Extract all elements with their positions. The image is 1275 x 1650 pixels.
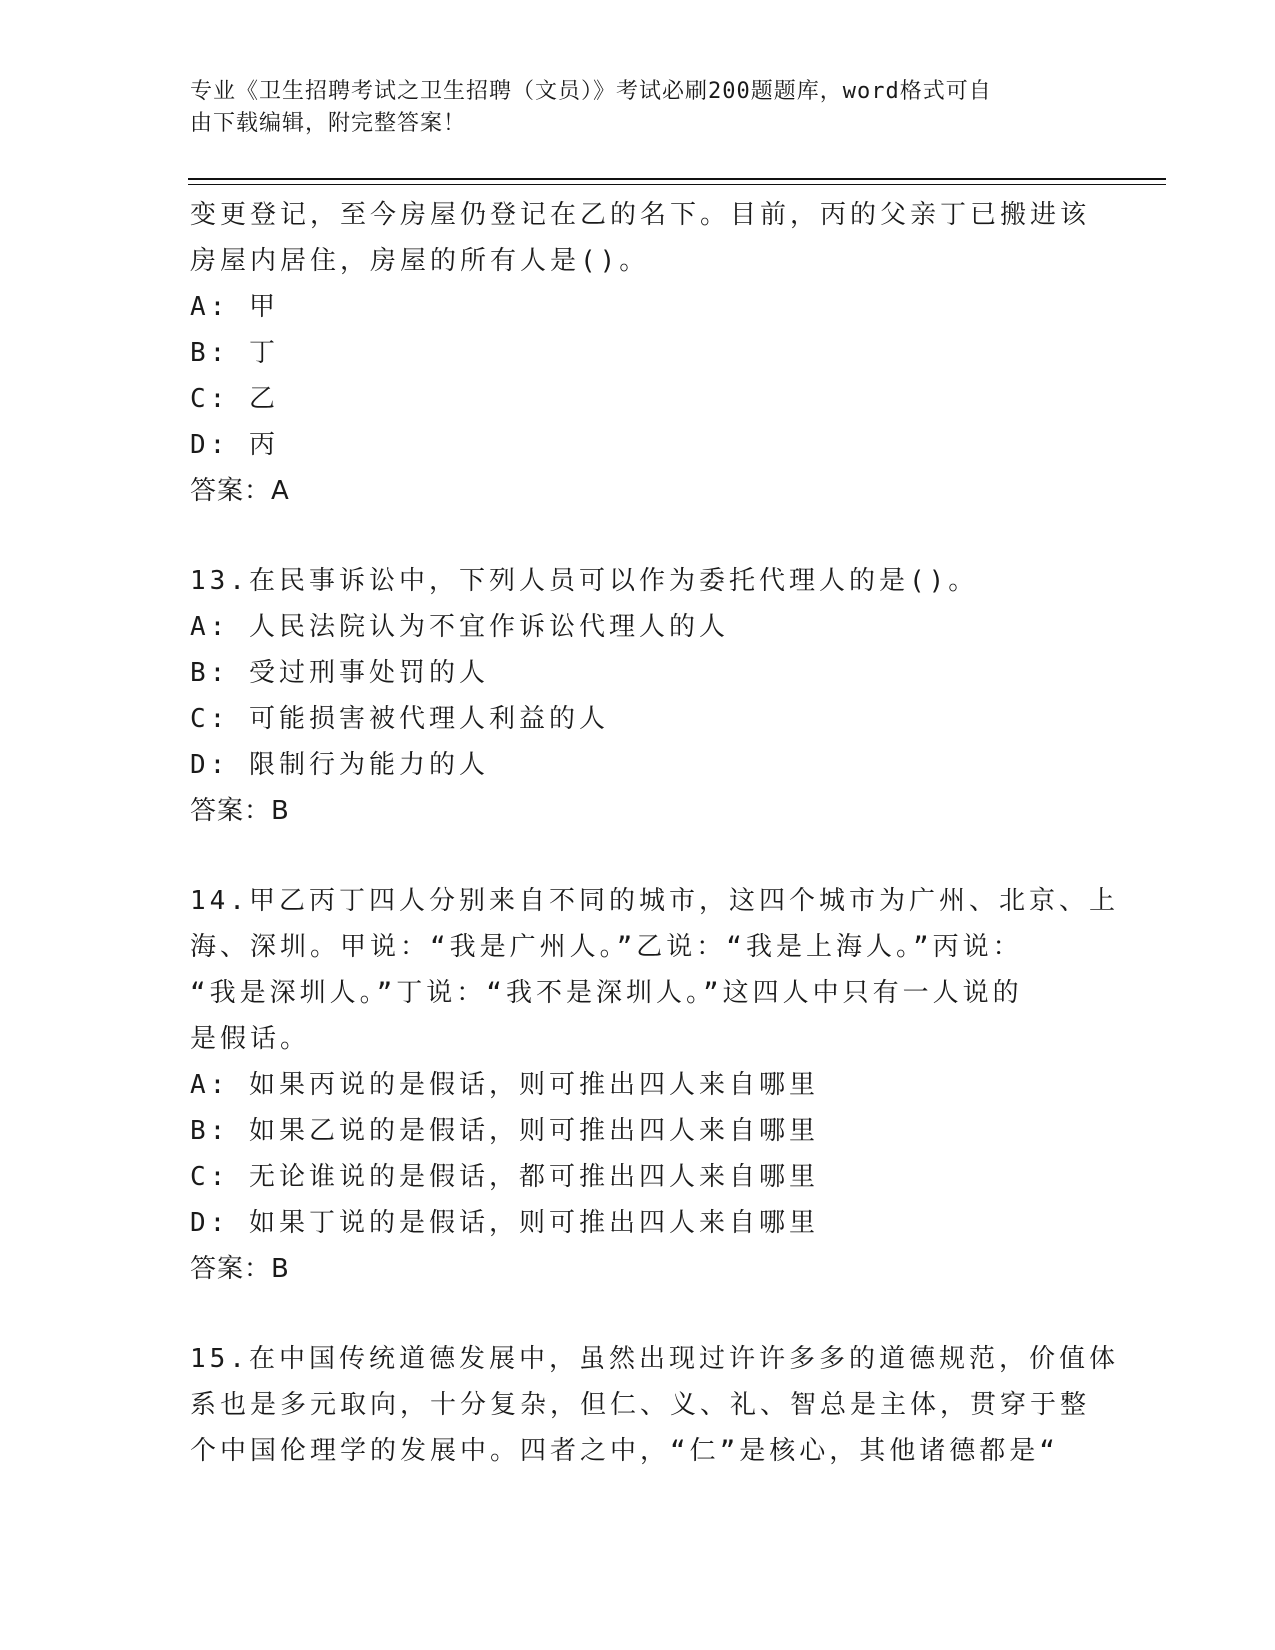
question-stem-line: 系也是多元取向，十分复杂，但仁、义、礼、智总是主体，贯穿于整 [190, 1390, 1091, 1420]
document-body [190, 192, 1119, 1474]
question-stem-line: 是假话。 [190, 1024, 311, 1054]
header-rule-thin [188, 184, 1166, 185]
question-stem-line: 海、深圳。甲说：“我是广州人。”乙说：“我是上海人。”丙说： [190, 932, 1023, 962]
option-d: D: 如果丁说的是假话，则可推出四人来自哪里 [190, 1208, 819, 1238]
option-c: C: 无论谁说的是假话，都可推出四人来自哪里 [190, 1162, 819, 1192]
option-b: B: 受过刑事处罚的人 [190, 658, 489, 688]
question-14 [190, 878, 1119, 1292]
answer: 答案：B [190, 1254, 290, 1284]
answer: 答案：B [190, 796, 290, 826]
option-a: A: 如果丙说的是假话，则可推出四人来自哪里 [190, 1070, 819, 1100]
question-stem-line: “我是深圳人。”丁说：“我不是深圳人。”这四人中只有一人说的 [190, 978, 1023, 1008]
header-line-1: 专业《卫生招聘考试之卫生招聘（文员）》考试必刷200题题库，word格式可自 [190, 79, 992, 104]
header-rule-thick [188, 178, 1166, 180]
question-stem-line: 13.在民事诉讼中，下列人员可以作为委托代理人的是()。 [190, 566, 979, 596]
question-15 [190, 1336, 1119, 1474]
option-a: A: 人民法院认为不宜作诉讼代理人的人 [190, 612, 729, 642]
question-stem-line: 个中国伦理学的发展中。四者之中，“仁”是核心，其他诸德都是“ [190, 1436, 1059, 1466]
question-stem-line: 15.在中国传统道德发展中，虽然出现过许许多多的道德规范，价值体 [190, 1344, 1119, 1374]
option-b: B: 如果乙说的是假话，则可推出四人来自哪里 [190, 1116, 819, 1146]
question-stem-line: 房屋内居住，房屋的所有人是()。 [190, 246, 650, 276]
option-c: C: 可能损害被代理人利益的人 [190, 704, 609, 734]
option-c: C: 乙 [190, 384, 279, 414]
question-stem-line: 变更登记，至今房屋仍登记在乙的名下。目前，丙的父亲丁已搬进该 [190, 200, 1091, 230]
option-b: B: 丁 [190, 338, 279, 368]
document-header [190, 76, 1070, 140]
question-13 [190, 558, 1090, 834]
option-a: A: 甲 [190, 292, 279, 322]
header-line-2: 由下载编辑，附完整答案！ [190, 111, 467, 136]
answer: 答案：A [190, 476, 290, 506]
option-d: D: 限制行为能力的人 [190, 750, 489, 780]
option-d: D: 丙 [190, 430, 279, 460]
question-stem-line: 14.甲乙丙丁四人分别来自不同的城市，这四个城市为广州、北京、上 [190, 886, 1119, 916]
question-12 [190, 192, 1090, 514]
